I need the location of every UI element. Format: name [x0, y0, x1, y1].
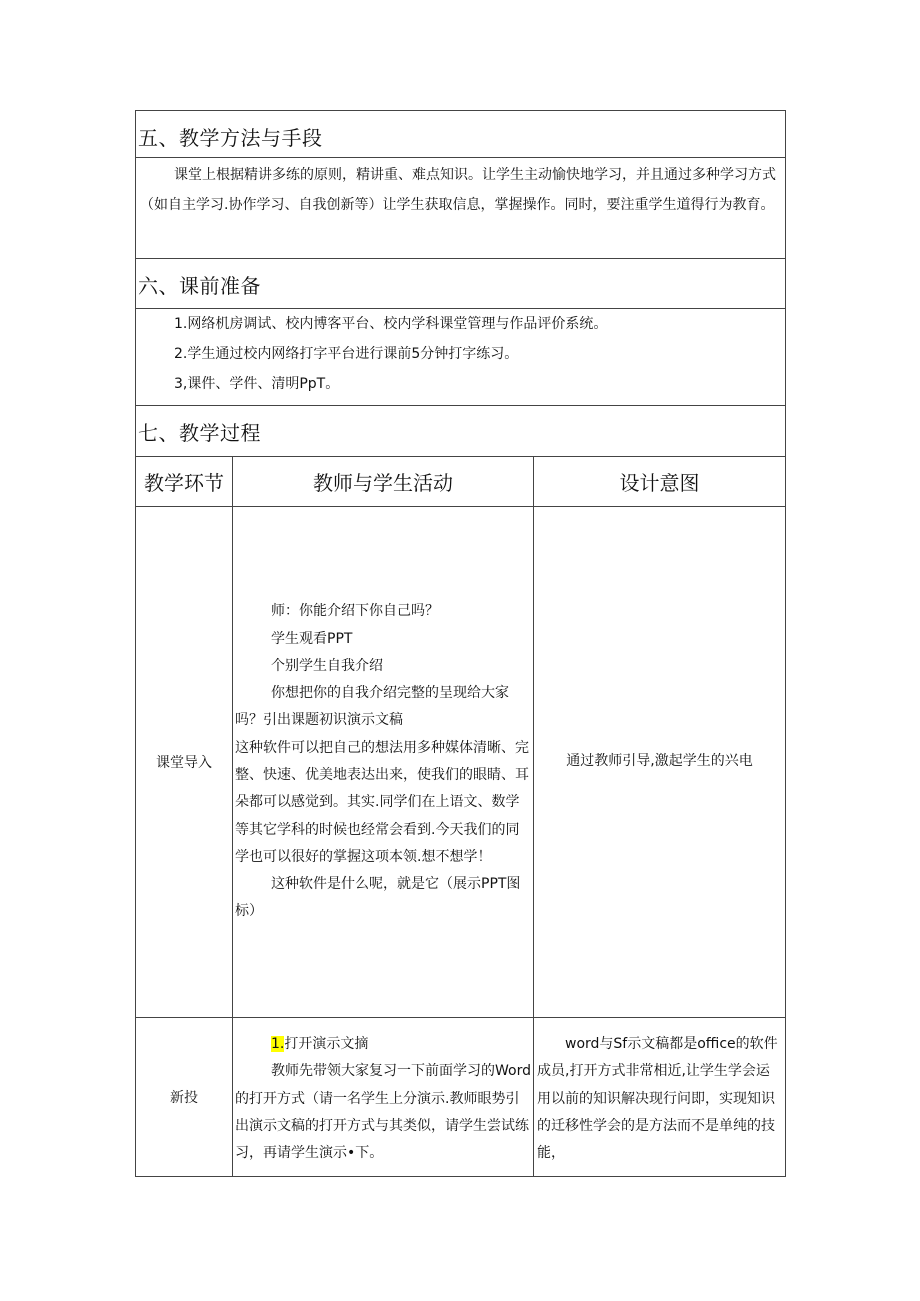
section5-body-cell — [136, 158, 786, 259]
activity-line: 教师先带领大家复习一下前面学习的Word的打开方式（请一名学生上分演示.教师眼势引出演示文稿的打开方式与其类似，请学生尝试练习，再请学生演示•下。 — [235, 1063, 531, 1162]
activity-line: 这种软件是什么呢，就是它（展示PPT图标） — [235, 876, 521, 920]
activity-line: 个别学生自我介绍 — [271, 657, 383, 674]
document-page — [135, 110, 785, 1176]
row2-activities — [233, 1018, 534, 1177]
row2-design — [534, 1018, 786, 1177]
activity-line: 学生观看PPT — [271, 630, 353, 647]
section6-item: 3,课件、学件、清明PpT。 — [174, 376, 340, 392]
lesson-plan-table — [135, 110, 786, 1177]
design-text: word与Sf示文稿都是office的软件成员,打开方式非常相近,让学生学会运用以前的知识解决现行问即，实现知识的迁移性学会的是方法而不是单纯的技能， — [537, 1036, 778, 1162]
section5-title: 五、教学方法与手段 — [136, 111, 786, 158]
section6-body-cell — [136, 309, 786, 406]
activity-line: 你想把你的自我介绍完整的呈现给大家吗？引出课题初识演示文稿 — [235, 685, 509, 729]
section5-body: 课堂上根据精讲多练的原则，精讲重、难点知识。让学生主动愉快地学习，并且通过多种学习方式（如自主学习.协作学习、自我创新等）让学生获取信息，掌握操作。同时，要注重学生道得行为教育。 — [140, 167, 776, 213]
row1-stage: 课堂导入 — [136, 507, 233, 1018]
design-text: 通过教师引导,激起学生的兴电 — [566, 753, 753, 770]
row2-stage: 新投 — [136, 1018, 233, 1177]
activity-line — [235, 1031, 531, 1058]
section7-title: 七、教学过程 — [136, 406, 786, 457]
highlighted-number: 1. — [271, 1036, 285, 1052]
header-activities: 教师与学生活动 — [233, 457, 534, 507]
row1-design — [534, 507, 786, 1018]
activity-line: 师：你能介绍下你自己吗？ — [271, 603, 439, 620]
activity-heading: 打开演示文摘 — [284, 1036, 369, 1052]
header-stage: 教学环节 — [136, 457, 233, 507]
section6-item: 1.网络机房调试、校内博客平台、校内学科课堂管理与作品评价系统。 — [174, 316, 608, 332]
activity-line: 这种软件可以把自己的想法用多种媒体清晰、完整、快速、优美地表达出来，使我们的眼睛、耳朵都可以感觉到。其实.同学们在上语文、数学等其它学科的时候也经常会看到.今天我们的同学也可以很好的掌握这项本领.想不想学！ — [235, 739, 529, 865]
header-design: 设计意图 — [534, 457, 786, 507]
section6-title: 六、课前准备 — [136, 259, 786, 309]
section6-item: 2.学生通过校内网络打字平台进行课前5分钟打字练习。 — [174, 346, 519, 362]
row1-activities — [233, 507, 534, 1018]
